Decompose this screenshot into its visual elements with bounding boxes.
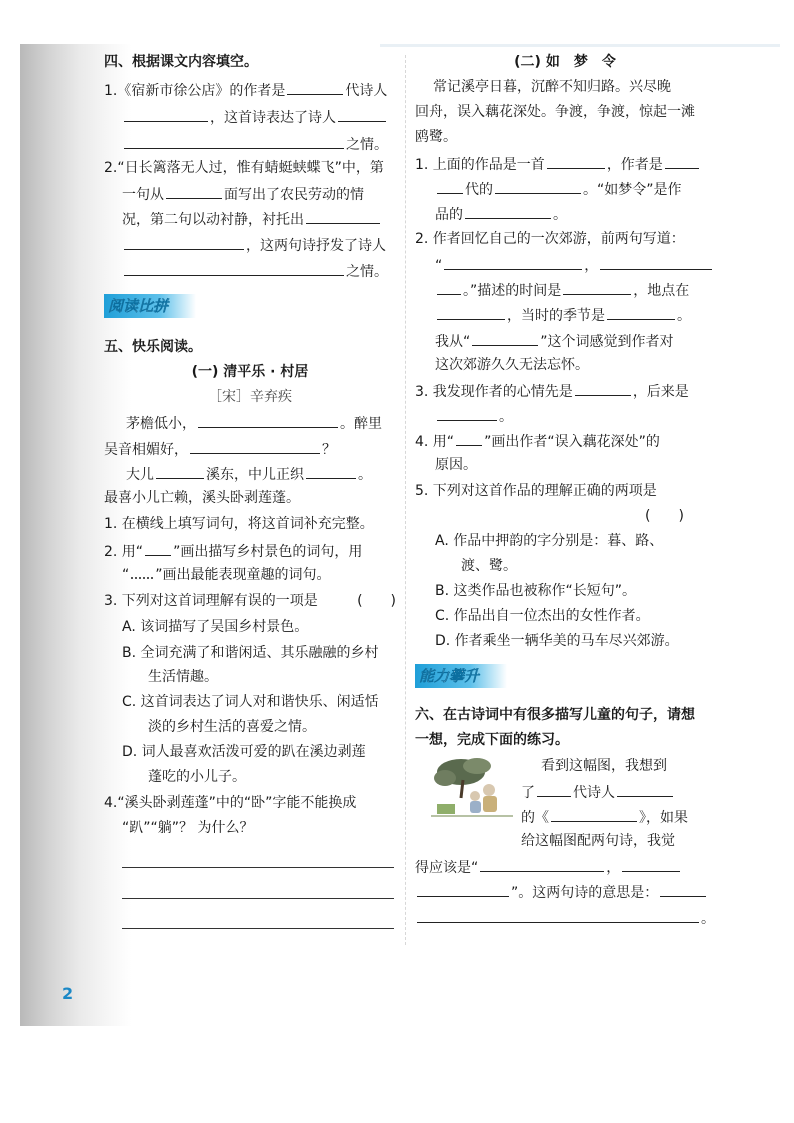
q-text: 3. 我发现作者的心情先是 bbox=[415, 384, 573, 400]
p2-q5: 5. 下列对这首作品的理解正确的两项是 bbox=[415, 483, 657, 499]
p1-q2-line-2 bbox=[122, 565, 331, 585]
blank[interactable] bbox=[480, 856, 604, 872]
section-5-title: 五、快乐阅读。 bbox=[104, 339, 202, 355]
section-6-line-2: 一想，完成下面的练习。 bbox=[415, 732, 569, 748]
children-illustration-block bbox=[415, 754, 715, 834]
p2-q2-line-5 bbox=[435, 330, 674, 352]
q2-text: 之情。 bbox=[346, 264, 388, 280]
q-text: 的《 bbox=[521, 810, 549, 826]
q-text: 。“如梦令”是作 bbox=[583, 182, 682, 198]
p2-q1-line-3 bbox=[435, 203, 567, 225]
page-number: 2 bbox=[62, 984, 74, 1003]
q1-line-3 bbox=[122, 133, 388, 155]
p2-q5-option-d: D. 作者乘坐一辆华美的马车尽兴郊游。 bbox=[435, 633, 679, 649]
s6-text-2 bbox=[521, 781, 675, 803]
poem-text: 茅檐低小， bbox=[126, 416, 196, 432]
blank[interactable] bbox=[537, 781, 571, 797]
p2-q5-answer-paren[interactable]: ( ) bbox=[645, 508, 684, 524]
p2-q2-line-2 bbox=[435, 254, 714, 276]
blank[interactable] bbox=[156, 463, 204, 479]
poem1-line-3 bbox=[126, 463, 372, 485]
blank[interactable] bbox=[437, 304, 505, 320]
straight-underline-sample bbox=[145, 540, 171, 556]
q2-line-3 bbox=[122, 208, 382, 230]
blank[interactable] bbox=[617, 781, 673, 797]
q-text: ，地点在 bbox=[633, 283, 690, 299]
blank[interactable] bbox=[124, 133, 344, 149]
straight-underline-sample bbox=[456, 430, 482, 446]
p1-q4-line-1: 4.“溪头卧剥莲蓬”中的“卧”字能不能换成 bbox=[104, 795, 357, 811]
p1-q3-option-d: D. 词人最喜欢活泼可爱的趴在溪边剥莲 bbox=[122, 744, 366, 760]
q1-text: 之情。 bbox=[346, 137, 388, 153]
blank[interactable] bbox=[437, 279, 461, 295]
q-text: 4. 用“ bbox=[415, 434, 455, 450]
q-text: ”这个词感觉到作者对 bbox=[540, 334, 674, 350]
poem-text: 。 bbox=[358, 467, 372, 483]
blank[interactable] bbox=[306, 463, 356, 479]
q-text: “ bbox=[122, 567, 130, 583]
q-text: 3. 下列对这首词理解有误的一项是 bbox=[104, 593, 318, 609]
q1-text: 代诗人 bbox=[345, 83, 388, 99]
q2-text: 面写出了农民劳动的情 bbox=[224, 187, 364, 203]
poem2-line-3: 鸥鹭。 bbox=[415, 129, 457, 145]
blank[interactable] bbox=[437, 178, 463, 194]
s6-text-4: 给这幅图配两句诗，我觉 bbox=[521, 833, 675, 849]
q-text: 得应该是“ bbox=[415, 860, 479, 876]
p2-q5-option-a-cont: 渡、鹭。 bbox=[461, 558, 517, 574]
q-text: 代的 bbox=[465, 182, 493, 198]
section-4-title: 四、根据课文内容填空。 bbox=[104, 54, 258, 70]
p2-q3-line-2 bbox=[435, 405, 513, 427]
q2-text: ，这两句诗抒发了诗人 bbox=[246, 238, 386, 254]
blank[interactable] bbox=[465, 203, 551, 219]
q-text: 。 bbox=[701, 911, 715, 927]
blank[interactable] bbox=[622, 856, 680, 872]
q1-line-1 bbox=[104, 79, 387, 101]
column-divider bbox=[405, 55, 406, 945]
poem-text: ？ bbox=[322, 442, 336, 458]
p1-q3-option-b: B. 全词充满了和谐闲适、其乐融融的乡村 bbox=[122, 645, 379, 661]
p2-q2-line-6: 这次郊游久久无法忘怀。 bbox=[435, 357, 589, 373]
q-text: 了 bbox=[521, 785, 535, 801]
p2-q4-line-2: 原因。 bbox=[435, 457, 477, 473]
q-text: ，作者是 bbox=[606, 157, 663, 173]
q-text: 2. 用“ bbox=[104, 544, 144, 560]
s6-text-6 bbox=[415, 881, 708, 903]
answer-line[interactable] bbox=[122, 898, 394, 899]
blank[interactable] bbox=[472, 330, 538, 346]
blank[interactable] bbox=[600, 254, 712, 270]
poem1-title: (一) 清平乐 · 村居 bbox=[191, 364, 309, 380]
p2-q1-line-1 bbox=[415, 153, 701, 175]
poem-text: 大儿 bbox=[126, 467, 154, 483]
p1-q4-line-2: “趴”“躺”？ 为什么？ bbox=[122, 820, 254, 836]
s6-text-5 bbox=[415, 856, 682, 878]
q-text: 》，如果 bbox=[639, 810, 688, 826]
p2-q2-line-1: 2. 作者回忆自己的一次郊游，前两句写道： bbox=[415, 231, 685, 247]
blank[interactable] bbox=[124, 260, 344, 276]
blank[interactable] bbox=[444, 254, 582, 270]
blank[interactable] bbox=[338, 106, 386, 122]
blank[interactable] bbox=[575, 380, 631, 396]
blank[interactable] bbox=[665, 153, 699, 169]
p1-q3-option-b-cont: 生活情趣。 bbox=[148, 669, 218, 685]
answer-line[interactable] bbox=[122, 867, 394, 868]
p2-q5-option-b: B. 这类作品也被称作“长短句”。 bbox=[435, 583, 637, 599]
blank[interactable] bbox=[287, 79, 343, 95]
q-text: “ bbox=[435, 258, 443, 274]
poem2-line-2: 回舟，误入藕花深处。争渡，争渡，惊起一滩 bbox=[415, 104, 695, 120]
p2-q3-line-1 bbox=[415, 380, 689, 402]
blank[interactable] bbox=[417, 881, 509, 897]
q1-line-2 bbox=[122, 106, 388, 128]
wavy-underline-sample bbox=[131, 565, 153, 579]
q-text: 。 bbox=[553, 207, 567, 223]
q2-line-2 bbox=[122, 183, 364, 205]
p1-q3-option-a: A. 该词描写了吴国乡村景色。 bbox=[122, 619, 309, 635]
poem1-line-4: 最喜小儿亡赖，溪头卧剥莲蓬。 bbox=[104, 490, 300, 506]
p2-q2-line-3 bbox=[435, 279, 689, 301]
poem-text: 吴音相媚好， bbox=[104, 442, 188, 458]
q2-line-4 bbox=[122, 234, 386, 256]
answer-paren[interactable]: ( ) bbox=[357, 593, 396, 609]
children-illustration bbox=[431, 754, 513, 820]
p1-q2-line-1 bbox=[104, 540, 362, 562]
q-text: ”画出描写乡村景色的词句，用 bbox=[173, 544, 363, 560]
poem2-title: (二) 如 梦 令 bbox=[514, 54, 616, 70]
q1-text: 1.《宿新市徐公店》的作者是 bbox=[104, 83, 286, 99]
p2-q5-option-c: C. 作品出自一位杰出的女性作者。 bbox=[435, 608, 650, 624]
top-rule bbox=[380, 44, 780, 47]
poem1-line-2 bbox=[104, 438, 336, 460]
banner-reading: 阅读比拼 bbox=[104, 294, 196, 318]
p1-q3-option-c: C. 这首词表达了词人对和谐快乐、闲适恬 bbox=[122, 694, 379, 710]
q1-text: ，这首诗表达了诗人 bbox=[210, 110, 336, 126]
blank[interactable] bbox=[495, 178, 581, 194]
q-text: ”。这两句诗的意思是： bbox=[511, 885, 659, 901]
blank[interactable] bbox=[306, 208, 380, 224]
q-text: 代诗人 bbox=[573, 785, 615, 801]
blank[interactable] bbox=[417, 907, 699, 923]
poem-text: 。醉里 bbox=[340, 416, 382, 432]
s6-text-1: 看到这幅图，我想到 bbox=[541, 758, 667, 774]
q-text: ， bbox=[606, 860, 621, 876]
q2-text: 一句从 bbox=[122, 187, 164, 203]
blank[interactable] bbox=[607, 304, 675, 320]
q-text: 。 bbox=[499, 409, 513, 425]
q-text: ”画出最能表现童趣的词句。 bbox=[155, 567, 331, 583]
blank[interactable] bbox=[563, 279, 631, 295]
q-text: 我从“ bbox=[435, 334, 471, 350]
p1-q3-option-d-cont: 蓬吃的小儿子。 bbox=[148, 769, 246, 785]
banner-ability: 能力攀升 bbox=[415, 664, 507, 688]
s6-text-3 bbox=[521, 806, 688, 828]
q2-line-1: 2.“日长篱落无人过，惟有蜻蜓蛱蝶飞”中，第 bbox=[104, 160, 384, 176]
section-6-line-1: 六、在古诗词中有很多描写儿童的句子，请想 bbox=[415, 707, 695, 723]
blank[interactable] bbox=[166, 183, 222, 199]
p1-q1: 1. 在横线上填写词句，将这首词补充完整。 bbox=[104, 516, 374, 532]
q-text: ， bbox=[584, 258, 599, 274]
p2-q5-option-a: A. 作品中押韵的字分别是：暮、路、 bbox=[435, 533, 664, 549]
blank[interactable] bbox=[190, 438, 320, 454]
q-text: ”画出作者“误入藕花深处”的 bbox=[484, 434, 660, 450]
s6-text-7 bbox=[415, 907, 715, 929]
q-text: 品的 bbox=[435, 207, 463, 223]
p2-q1-line-2 bbox=[435, 178, 682, 200]
poem1-line-1 bbox=[126, 412, 382, 434]
p2-q4-line-1 bbox=[415, 430, 660, 452]
blank[interactable] bbox=[124, 106, 208, 122]
poem-text: 溪东，中儿正织 bbox=[206, 467, 304, 483]
q-text: 。”描述的时间是 bbox=[463, 283, 562, 299]
answer-line[interactable] bbox=[122, 928, 394, 929]
p1-q3 bbox=[104, 591, 396, 611]
q-text: 1. 上面的作品是一首 bbox=[415, 157, 545, 173]
p1-q3-option-c-cont: 淡的乡村生活的喜爱之情。 bbox=[148, 719, 316, 735]
blank[interactable] bbox=[124, 234, 244, 250]
blank[interactable] bbox=[547, 153, 605, 169]
poem2-line-1: 常记溪亭日暮，沉醉不知归路。兴尽晚 bbox=[433, 79, 671, 95]
q2-text: 况，第二句以动衬静，衬托出 bbox=[122, 212, 304, 228]
blank[interactable] bbox=[198, 412, 338, 428]
q-text: 。 bbox=[677, 308, 691, 324]
blank[interactable] bbox=[551, 806, 637, 822]
blank[interactable] bbox=[437, 405, 497, 421]
poem1-author: ［宋］辛弃疾 bbox=[208, 389, 292, 405]
q2-line-5 bbox=[122, 260, 388, 282]
q-text: ，当时的季节是 bbox=[507, 308, 605, 324]
p2-q2-line-4 bbox=[435, 304, 691, 326]
blank[interactable] bbox=[660, 881, 706, 897]
q-text: ，后来是 bbox=[632, 384, 689, 400]
